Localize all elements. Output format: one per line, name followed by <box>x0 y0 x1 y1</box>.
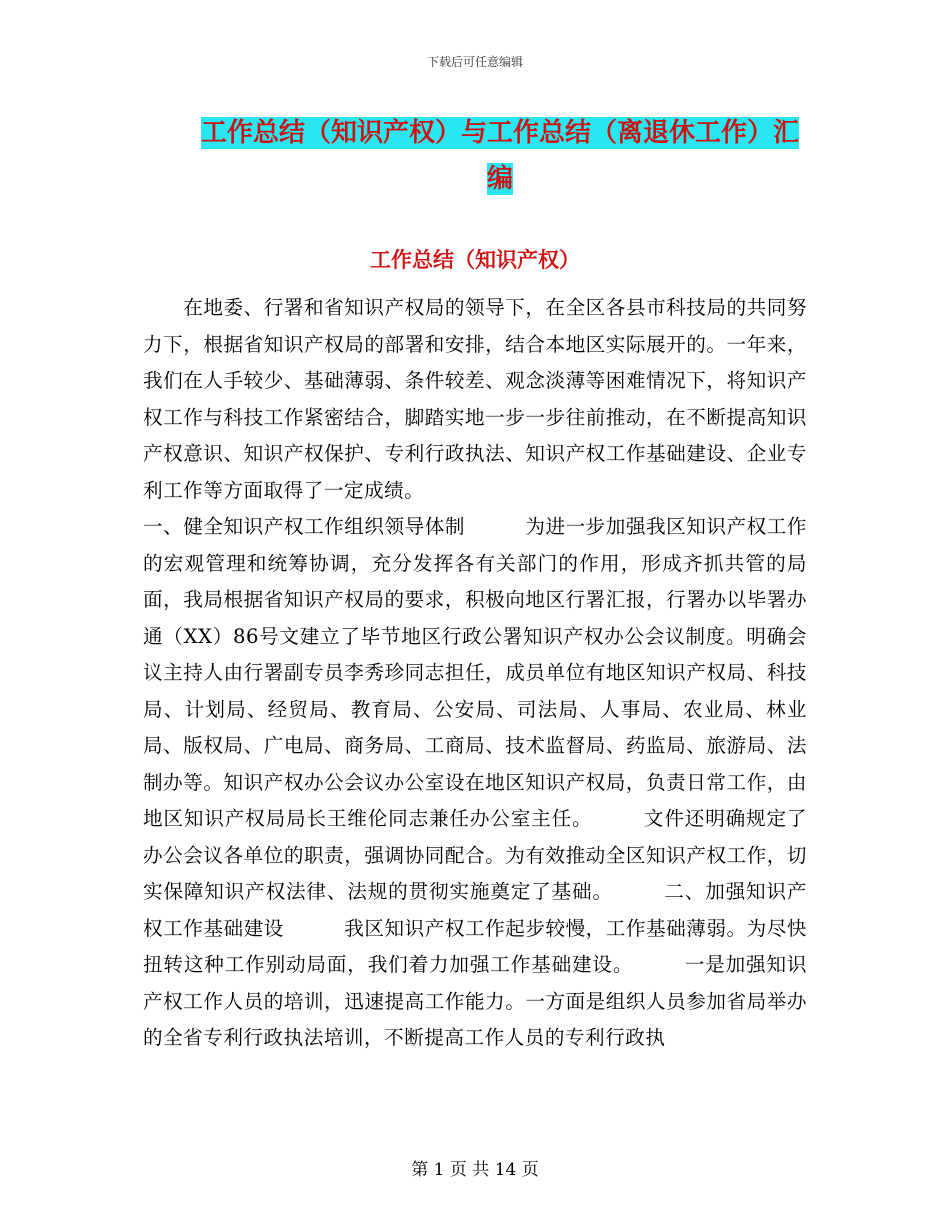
section-title: 工作总结（知识产权） <box>370 248 580 272</box>
document-body <box>143 290 807 1057</box>
header-note: 下载后可任意编辑 <box>426 55 523 69</box>
page-number-footer: 第 1 页 共 14 页 <box>411 1160 539 1180</box>
document-title-text: 工作总结（知识产权）与工作总结（离退休工作）汇编 <box>200 118 799 194</box>
document-title <box>190 110 810 202</box>
body-paragraph-1: 在地委、行署和省知识产权局的领导下，在全区各县市科技局的共同努力下，根据省知识产权局的部署和安排，结合本地区实际展开的。一年来，我们在人手较少、基础薄弱、条件较差、观念淡薄等困难情况下，将知识产权工作与科技工作紧密结合，脚踏实地一步一步往前推动，在不断提高知识产权意识、知识产权保护、专利行政执法、知识产权工作基础建设、企业专利工作等方面取得了一定成绩。 <box>143 296 807 502</box>
body-paragraph-2: 一、健全知识产权工作组织领导体制 为进一步加强我区知识产权工作的宏观管理和统筹协调，充分发挥各有关部门的作用，形成齐抓共管的局面，我局根据省知识产权局的要求，积极向地区行署汇报，行署办以毕署办通（XX）86号文建立了毕节地区行政公署知识产权办公会议制度。明确会议主持人由行署副专员李秀珍同志担任，成员单位有地区知识产权局、科技局、计划局、经贸局、教育局、公安局、司法局、人事局、农业局、林业局、版权局、广电局、商务局、工商局、技术监督局、药监局、旅游局、法制办等。知识产权办公会议办公室设在地区知识产权局，负责日常工作，由地区知识产权局局长王维伦同志兼任办公室主任。 文件还明确规定了办公会议各单位的职责，强调协同配合。为有效推动全区知识产权工作，切实保障知识产权法律、法规的贯彻实施奠定了基础。 二、加强知识产权工作基础建设 我区知识产权工作起步较慢，工作基础薄弱。为尽快扭转这种工作别动局面，我们着力加强工作基础建设。 一是加强知识产权工作人员的培训，迅速提高工作能力。一方面是组织人员参加省局举办的全省专利行政执法培训，不断提高工作人员的专利行政执 <box>143 515 807 1049</box>
